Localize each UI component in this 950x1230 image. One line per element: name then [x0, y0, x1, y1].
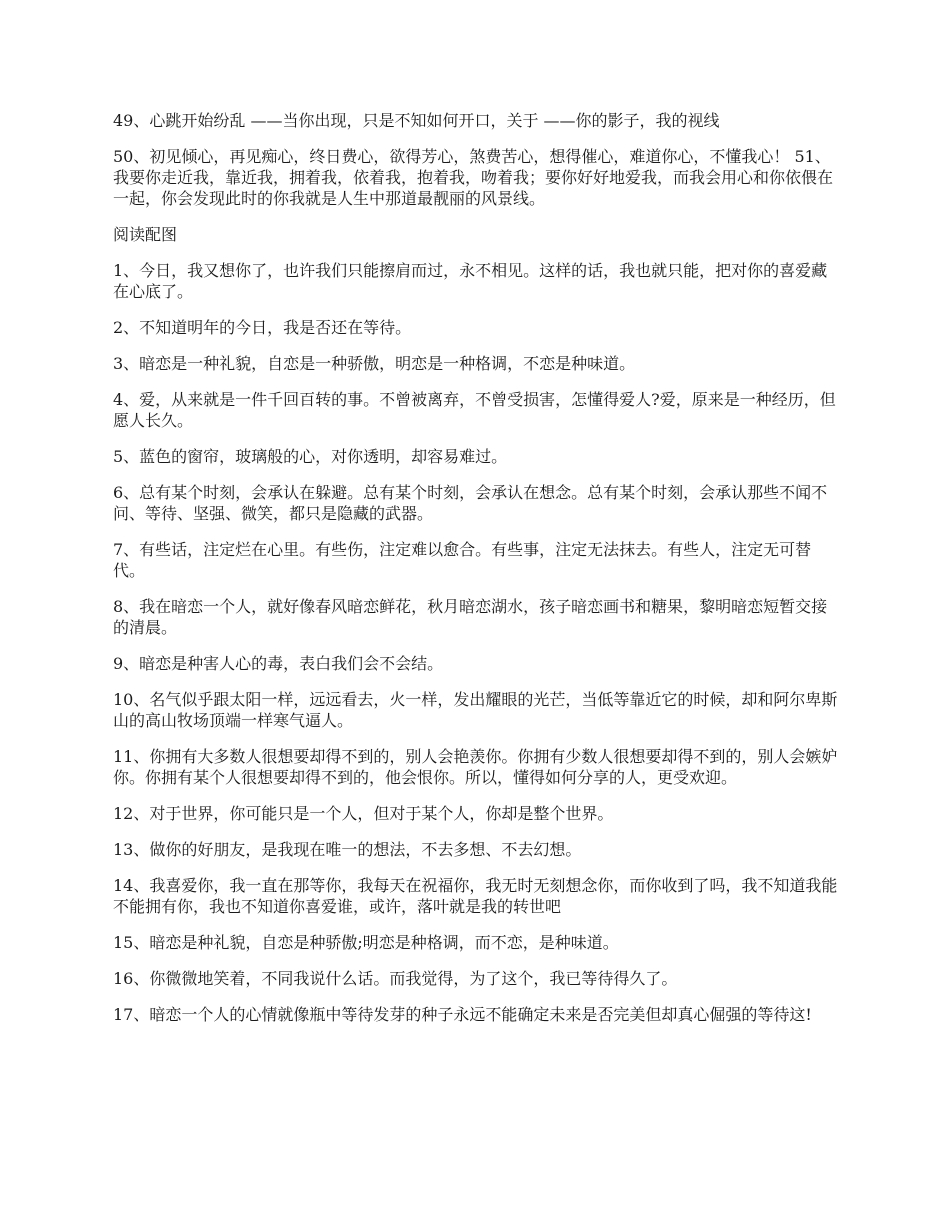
- paragraph-4: 4、爱，从来就是一件千回百转的事。不曾被离弃，不曾受损害，怎懂得爱人?爱，原来是一种经历，但愿人长久。: [113, 390, 836, 430]
- paragraph-14: 14、我喜爱你，我一直在那等你，我每天在祝福你，我无时无刻想念你，而你收到了吗，我不知道我能不能拥有你，我也不知道你喜爱谁，或许，落叶就是我的转世吧: [113, 876, 838, 916]
- paragraph-11: 11、你拥有大多数人很想要却得不到的，别人会艳羡你。你拥有少数人很想要却得不到的，别人会嫉妒你。你拥有某个人很想要却得不到的，他会恨你。所以，懂得如何分享的人，更受欢迎。: [113, 747, 838, 787]
- section-heading-reading-image: 阅读配图: [113, 225, 178, 244]
- paragraph-5: 5、蓝色的窗帘，玻璃般的心，对你透明，却容易难过。: [113, 447, 508, 466]
- paragraph-3: 3、暗恋是一种礼貌，自恋是一种骄傲，明恋是一种格调，不恋是种味道。: [113, 354, 636, 373]
- paragraph-8: 8、我在暗恋一个人，就好像春风暗恋鲜花，秋月暗恋湖水，孩子暗恋画书和糖果，黎明暗恋短暂交接的清晨。: [113, 597, 828, 637]
- paragraph-13: 13、做你的好朋友，是我现在唯一的想法，不去多想、不去幻想。: [113, 840, 582, 859]
- paragraph-49: 49、心跳开始纷乱 ——当你出现，只是不知如何开口，关于 ——你的影子，我的视线: [113, 111, 720, 130]
- paragraph-16: 16、你微微地笑着，不同我说什么话。而我觉得，为了这个，我已等待得久了。: [113, 969, 678, 988]
- paragraph-15: 15、暗恋是种礼貌，自恋是种骄傲;明恋是种格调，而不恋，是种味道。: [113, 933, 619, 952]
- paragraph-2: 2、不知道明年的今日，我是否还在等待。: [113, 318, 412, 337]
- paragraph-12: 12、对于世界，你可能只是一个人，但对于某个人，你却是整个世界。: [113, 804, 614, 823]
- document-body: [113, 110, 841, 1040]
- paragraph-17: 17、暗恋一个人的心情就像瓶中等待发芽的种子永远不能确定未来是否完美但却真心倔强的等待这!: [113, 1005, 812, 1024]
- paragraph-6: 6、总有某个时刻，会承认在躲避。总有某个时刻，会承认在想念。总有某个时刻，会承认那些不闻不问、等待、坚强、微笑，都只是隐藏的武器。: [113, 483, 828, 523]
- paragraph-7: 7、有些话，注定烂在心里。有些伤，注定难以愈合。有些事，注定无法抹去。有些人，注定无可替代。: [113, 540, 812, 580]
- paragraph-1: 1、今日，我又想你了，也许我们只能擦肩而过，永不相见。这样的话，我也就只能，把对你的喜爱藏在心底了。: [113, 261, 828, 301]
- paragraph-9: 9、暗恋是种害人心的毒，表白我们会不会结。: [113, 654, 444, 673]
- paragraph-50-51: 50、初见倾心，再见痴心，终日费心，欲得芳心，煞费苦心，想得催心，难道你心，不懂我心！ 51、我要你走近我，靠近我，拥着我，依着我，抱着我，吻着我；要你好好地爱我，而我会用心和你依偎在一起，你会发现此时的你我就是人生中那道最靓丽的风景线。: [113, 147, 834, 208]
- paragraph-10: 10、名气似乎跟太阳一样，远远看去，火一样，发出耀眼的光芒，当低等靠近它的时候，却和阿尔卑斯山的高山牧场顶端一样寒气逼人。: [113, 690, 838, 730]
